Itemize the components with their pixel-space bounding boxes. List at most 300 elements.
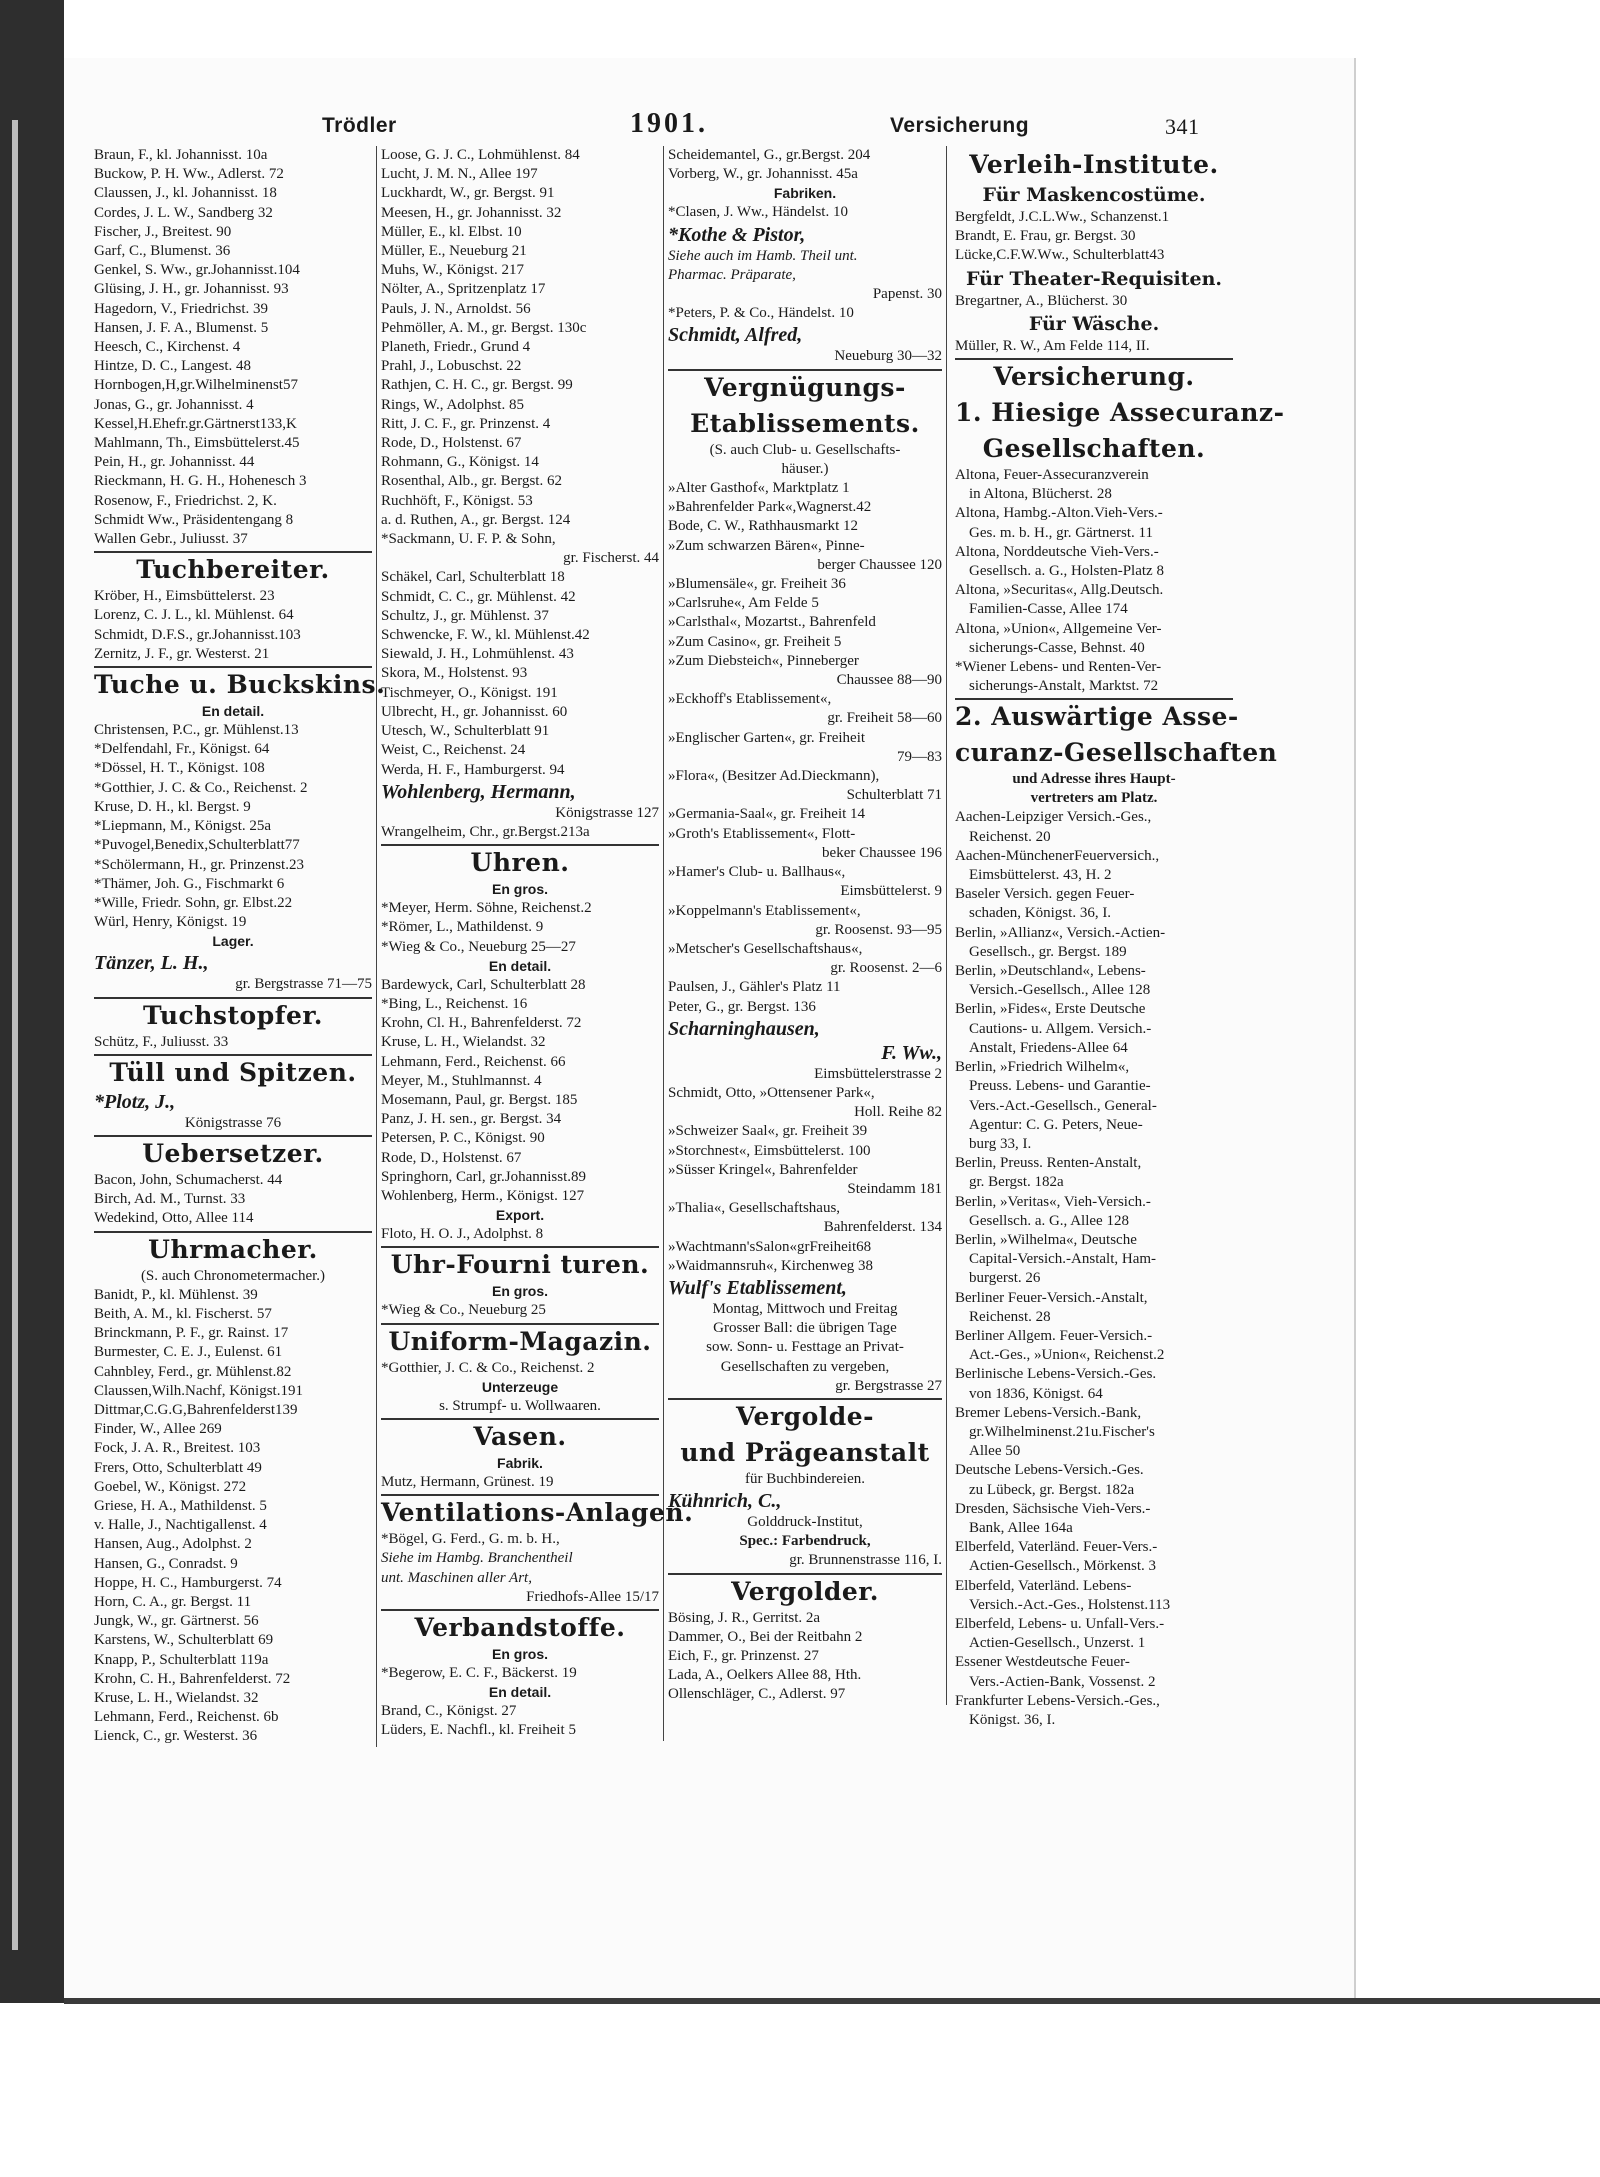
centered-note: Golddruck-Institut, — [747, 1514, 863, 1531]
directory-entry: Hansen, J. F. A., Blumenst. 5 — [94, 319, 269, 336]
section-heading: 1. Hiesige Assecuranz- — [955, 398, 1285, 428]
category-label: En gros. — [491, 1645, 548, 1662]
directory-entry: Müller, E., kl. Elbst. 10 — [381, 223, 522, 240]
directory-entry: Petersen, P. C., Königst. 90 — [381, 1130, 545, 1147]
directory-entry: Schmidt Ww., Präsidentengang 8 — [94, 511, 294, 528]
featured-entry: *Plotz, J., — [94, 1090, 176, 1113]
entry-continuation: Königst. 36, I. — [969, 1712, 1056, 1728]
directory-entry: Rohmann, G., Königst. 14 — [381, 454, 539, 471]
section-heading: Ventilations-Anlagen. — [381, 1494, 659, 1530]
directory-entry: Hintze, D. C., Langest. 48 — [94, 358, 252, 375]
section-heading: Etablissements. — [690, 408, 920, 438]
directory-entry: Hoppe, H. C., Hamburgerst. 74 — [94, 1574, 282, 1591]
section-heading: Vergolder. — [668, 1573, 942, 1609]
subsection-heading: Für Maskencostüme. — [982, 184, 1206, 206]
directory-entry: *Wieg & Co., Neueburg 25 — [381, 1302, 546, 1319]
directory-entry: Schmidt, Otto, »Ottensener Park«, — [668, 1084, 875, 1101]
directory-entry: Zernitz, J. F., gr. Westerst. 21 — [94, 645, 270, 662]
directory-entry: Ritt, J. C. F., gr. Prinzenst. 4 — [381, 415, 551, 432]
directory-entry: Scheidemantel, G., gr.Bergst. 204 — [668, 147, 871, 163]
directory-entry: *Wiener Lebens- und Renten-Ver- — [955, 659, 1162, 676]
directory-entry: *Sackmann, U. F. P. & Sohn, — [381, 531, 556, 548]
directory-entry: Heesch, C., Kirchenst. 4 — [94, 339, 241, 356]
directory-entry: Muhs, W., Königst. 217 — [381, 262, 524, 279]
directory-entry: Bergfeldt, J.C.L.Ww., Schanzenst.1 — [955, 209, 1170, 225]
directory-entry: Schmidt, D.F.S., gr.Johannisst.103 — [94, 626, 301, 643]
category-label: Fabrik. — [497, 1454, 543, 1471]
directory-entry: Werda, H. F., Hamburgerst. 94 — [381, 761, 565, 778]
directory-entry: Altona, »Union«, Allgemeine Ver- — [955, 620, 1162, 637]
directory-entry: Schütz, F., Juliusst. 33 — [94, 1033, 229, 1050]
entry-continuation: gr. Bergstrasse 71—75 — [235, 976, 372, 993]
directory-entry: *Begerow, E. C. F., Bäckerst. 19 — [381, 1664, 577, 1681]
entry-continuation: Allee 50 — [969, 1443, 1021, 1460]
category-label: Lager. — [212, 933, 254, 950]
directory-entry: Lucht, J. M. N., Allee 197 — [381, 166, 538, 183]
directory-entry: »Storchnest«, Eimsbüttelerst. 100 — [668, 1142, 871, 1159]
directory-entry: Birch, Ad. M., Turnst. 33 — [94, 1191, 246, 1208]
directory-entry: Skora, M., Holstenst. 93 — [381, 665, 528, 682]
section-heading: Gesellschaften. — [982, 434, 1206, 464]
entry-continuation: Eimsbüttelerst. 9 — [840, 883, 942, 900]
subsection-heading: Für Theater-Requisiten. — [965, 267, 1223, 290]
featured-entry: Kühnrich, C., — [668, 1490, 782, 1513]
section-heading: Tuchstopfer. — [94, 997, 372, 1033]
directory-entry: Griese, H. A., Mathildenst. 5 — [94, 1497, 267, 1514]
directory-entry: Claussen, J., kl. Johannisst. 18 — [94, 185, 277, 202]
directory-entry: Braun, F., kl. Johannisst. 10a — [94, 147, 268, 163]
centered-note: Grosser Ball: die übrigen Tage — [713, 1320, 897, 1337]
directory-entry: Floto, H. O. J., Adolphst. 8 — [381, 1226, 544, 1243]
directory-entry: Altona, Hambg.-Alton.Vieh-Vers.- — [955, 505, 1163, 522]
directory-entry: Lüders, E. Nachfl., kl. Freiheit 5 — [381, 1722, 576, 1739]
entry-continuation: Anstalt, Friedens-Allee 64 — [969, 1039, 1128, 1056]
directory-entry: »Koppelmann's Etablissement«, — [668, 902, 861, 919]
directory-entry: Deutsche Lebens-Versich.-Ges. — [955, 1462, 1144, 1479]
entry-continuation: von 1836, Königst. 64 — [969, 1385, 1103, 1402]
entry-continuation: beker Chaussee 196 — [822, 844, 942, 861]
entry-continuation: Preuss. Lebens- und Garantie- — [969, 1078, 1151, 1095]
directory-entry: Wallen Gebr., Juliusst. 37 — [94, 531, 248, 548]
directory-entry: Ruchhöft, F., Königst. 53 — [381, 492, 533, 509]
directory-entry: *Schölermann, H., gr. Prinzenst.23 — [94, 856, 304, 873]
italic-note: Siehe auch im Hamb. Theil unt. — [668, 247, 858, 264]
directory-entry: Pein, H., gr. Johannisst. 44 — [94, 454, 255, 471]
entry-continuation: Vers.-Act.-Gesellsch., General- — [969, 1097, 1157, 1114]
section-heading: curanz-Gesellschaften — [955, 738, 1278, 768]
directory-entry: Siewald, J. H., Lohmühlenst. 43 — [381, 646, 574, 663]
directory-entry: v. Halle, J., Nachtigallenst. 4 — [94, 1517, 267, 1534]
directory-entry: Fischer, J., Breitest. 90 — [94, 223, 232, 240]
directory-entry: »Groth's Etablissement«, Flott- — [668, 825, 856, 842]
directory-entry: Berliner Feuer-Versich.-Anstalt, — [955, 1289, 1148, 1306]
directory-entry: Elberfeld, Lebens- u. Unfall-Vers.- — [955, 1615, 1165, 1632]
running-head-left: Trödler — [322, 114, 397, 137]
directory-entry: Bregartner, A., Blücherst. 30 — [955, 292, 1128, 309]
directory-entry: Berlin, »Allianz«, Versich.-Actien- — [955, 924, 1166, 941]
entry-continuation: Gesellsch. a. G., Allee 128 — [969, 1212, 1129, 1229]
directory-entry: Bacon, John, Schumacherst. 44 — [94, 1171, 283, 1188]
directory-entry: Schmidt, C. C., gr. Mühlenst. 42 — [381, 588, 576, 605]
entry-continuation: gr. Bergst. 182a — [969, 1174, 1064, 1191]
section-heading: Verbandstoffe. — [381, 1609, 659, 1645]
entry-continuation: Chaussee 88—90 — [836, 672, 942, 689]
directory-entry: Berlin, »Friedrich Wilhelm«, — [955, 1059, 1130, 1076]
category-label: En gros. — [491, 1283, 548, 1300]
directory-entry: Garf, C., Blumenst. 36 — [94, 243, 231, 260]
directory-entry: Krohn, Cl. H., Bahrenfelderst. 72 — [381, 1015, 582, 1032]
directory-entry: Pehmöller, A. M., gr. Bergst. 130c — [381, 319, 587, 336]
directory-entry: Brand, C., Königst. 27 — [381, 1703, 517, 1720]
directory-entry: Glüsing, J. H., gr. Johannisst. 93 — [94, 281, 289, 298]
section-heading: 2. Auswärtige Asse- — [955, 698, 1233, 734]
category-label: En gros. — [491, 881, 548, 898]
directory-entry: »Zum Diebsteich«, Pinneberger — [668, 652, 859, 669]
directory-entry: Kruse, L. H., Wielandst. 32 — [381, 1034, 546, 1051]
directory-entry: Dresden, Sächsische Vieh-Vers.- — [955, 1500, 1151, 1517]
entry-continuation: Bahrenfelderst. 134 — [823, 1219, 942, 1236]
directory-entry: »Metscher's Gesellschaftshaus«, — [668, 940, 863, 957]
entry-continuation: Agentur: C. G. Peters, Neue- — [969, 1116, 1143, 1133]
directory-entry: Altona, »Securitas«, Allg.Deutsch. — [955, 582, 1164, 599]
directory-entry: Horn, C. A., gr. Bergst. 11 — [94, 1593, 252, 1610]
directory-entry: Rode, D., Holstenst. 67 — [381, 435, 522, 452]
directory-entry: Utesch, W., Schulterblatt 91 — [381, 723, 550, 740]
directory-entry: »Carlsruhe«, Am Felde 5 — [668, 595, 819, 612]
entry-continuation: Eimsbüttelerstrasse 2 — [814, 1065, 942, 1082]
directory-entry: Ollenschläger, C., Adlerst. 97 — [668, 1686, 846, 1703]
scan-bottom-margin — [0, 2004, 1600, 2177]
directory-entry: »Bahrenfelder Park«,Wagnerst.42 — [668, 499, 872, 516]
directory-entry: Berliner Allgem. Feuer-Versich.- — [955, 1327, 1153, 1344]
directory-entry: »Germania-Saal«, gr. Freiheit 14 — [668, 806, 866, 823]
category-label: Export. — [495, 1207, 545, 1224]
entry-continuation: gr. Roosenst. 2—6 — [830, 960, 942, 977]
entry-continuation: Steindamm 181 — [847, 1180, 942, 1197]
directory-entry: Lada, A., Oelkers Allee 88, Hth. — [668, 1667, 862, 1684]
entry-continuation: schaden, Königst. 36, I. — [969, 905, 1112, 922]
directory-entry: Ulbrecht, H., gr. Johannisst. 60 — [381, 703, 568, 720]
section-heading: Tüll und Spitzen. — [94, 1054, 372, 1090]
featured-entry: F. Ww., — [881, 1041, 942, 1064]
section-heading: Tuchbereiter. — [94, 551, 372, 587]
directory-entry: Meyer, M., Stuhlmannst. 4 — [381, 1072, 542, 1089]
directory-entry: »Waidmannsruh«, Kirchenweg 38 — [668, 1257, 873, 1274]
directory-entry: Schwencke, F. W., kl. Mühlenst.42 — [381, 627, 590, 644]
directory-entry: Goebel, W., Königst. 272 — [94, 1478, 247, 1495]
directory-entry: Dittmar,C.G.G,Bahrenfelderst139 — [94, 1401, 298, 1418]
directory-entry: Hansen, Aug., Adolphst. 2 — [94, 1536, 252, 1553]
column-1 — [94, 146, 386, 1747]
entry-continuation: Reichenst. 28 — [969, 1308, 1051, 1325]
directory-entry: Genkel, S. Ww., gr.Johannisst.104 — [94, 262, 300, 279]
entry-continuation: Actien-Gesellsch., Unzerst. 1 — [969, 1635, 1146, 1652]
directory-entry: »Eckhoff's Etablissement«, — [668, 691, 832, 708]
directory-entry: Nölter, A., Spritzenplatz 17 — [381, 281, 546, 298]
directory-entry: Bode, C. W., Rathhausmarkt 12 — [668, 518, 858, 535]
directory-entry: Lehmann, Ferd., Reichenst. 6b — [94, 1709, 279, 1726]
entry-continuation: Königstrasse 127 — [555, 804, 659, 821]
directory-entry: Lorenz, C. J. L., kl. Mühlenst. 64 — [94, 607, 294, 624]
directory-entry: Meesen, H., gr. Johannisst. 32 — [381, 204, 562, 221]
directory-entry: *Bing, L., Reichenst. 16 — [381, 995, 528, 1012]
entry-continuation: berger Chaussee 120 — [817, 556, 942, 573]
entry-continuation: Papenst. 30 — [872, 286, 942, 303]
directory-entry: Jungk, W., gr. Gärtnerst. 56 — [94, 1613, 259, 1630]
directory-entry: »Süsser Kringel«, Bahrenfelder — [668, 1161, 858, 1178]
directory-entry: Lehmann, Ferd., Reichenst. 66 — [381, 1053, 566, 1070]
directory-entry: Cordes, J. L. W., Sandberg 32 — [94, 204, 273, 221]
directory-entry: »Hamer's Club- u. Ballhaus«, — [668, 864, 846, 881]
entry-continuation: zu Lübeck, gr. Bergst. 182a — [969, 1481, 1135, 1498]
section-heading: Uebersetzer. — [94, 1135, 372, 1171]
directory-entry: Frers, Otto, Schulterblatt 49 — [94, 1459, 262, 1476]
directory-entry: Altona, Norddeutsche Vieh-Vers.- — [955, 543, 1159, 560]
section-heading: Uniform-Magazin. — [381, 1323, 659, 1359]
entry-continuation: gr.Wilhelminenst.21u.Fischer's — [969, 1423, 1155, 1440]
centered-note: (S. auch Chronometermacher.) — [140, 1267, 326, 1284]
section-heading: Tuche u. Buckskins. — [94, 666, 372, 702]
featured-entry: Tänzer, L. H., — [94, 952, 209, 975]
directory-entry: Planeth, Friedr., Grund 4 — [381, 339, 531, 356]
entry-continuation: gr. Freiheit 58—60 — [827, 710, 942, 727]
entry-continuation: Act.-Ges., »Union«, Reichenst.2 — [969, 1347, 1165, 1364]
section-heading: Vergnügungs- — [668, 369, 942, 405]
column-3 — [668, 146, 947, 1705]
directory-entry: »Thalia«, Gesellschaftshaus, — [668, 1200, 841, 1217]
directory-entry: Karstens, W., Schulterblatt 69 — [94, 1632, 274, 1649]
directory-entry: Rosenow, F., Friedrichst. 2, K. — [94, 492, 277, 509]
directory-entry: Aachen-Leipziger Versich.-Ges., — [955, 809, 1152, 826]
directory-entry: Beith, A. M., kl. Fischerst. 57 — [94, 1305, 272, 1322]
entry-continuation: gr. Fischerst. 44 — [563, 550, 659, 567]
entry-continuation: Gesellsch. a. G., Holsten-Platz 8 — [969, 563, 1164, 580]
featured-entry: Wohlenberg, Hermann, — [381, 780, 576, 803]
directory-entry: *Puvogel,Benedix,Schulterblatt77 — [94, 837, 300, 854]
directory-entry: »Zum Casino«, gr. Freiheit 5 — [668, 633, 842, 650]
section-heading: und Prägeanstalt — [680, 1437, 930, 1467]
directory-entry: Bardewyck, Carl, Schulterblatt 28 — [381, 976, 586, 993]
centered-note: sow. Sonn- u. Festtage an Privat- — [706, 1339, 904, 1356]
entry-continuation: Eimsbüttelerst. 43, H. 2 — [969, 867, 1112, 884]
directory-entry: Mutz, Hermann, Grünest. 19 — [381, 1473, 554, 1490]
directory-entry: *Peters, P. & Co., Händelst. 10 — [668, 305, 854, 322]
entry-continuation: Vers.-Actien-Bank, Vossenst. 2 — [969, 1673, 1156, 1690]
directory-entry: Eich, F., gr. Prinzenst. 27 — [668, 1647, 819, 1664]
category-label: Spec.: Farbendruck, — [739, 1533, 871, 1550]
category-label: En detail. — [488, 957, 552, 974]
entry-continuation: Familien-Casse, Allee 174 — [969, 601, 1128, 618]
directory-entry: Frankfurter Lebens-Versich.-Ges., — [955, 1692, 1160, 1709]
directory-entry: Elberfeld, Vaterländ. Lebens- — [955, 1577, 1132, 1594]
directory-entry: Berlin, Preuss. Renten-Anstalt, — [955, 1155, 1142, 1172]
directory-entry: Fock, J. A. R., Breitest. 103 — [94, 1440, 261, 1457]
directory-entry: »Englischer Garten«, gr. Freiheit — [668, 729, 866, 746]
directory-entry: Krohn, C. H., Bahrenfelderst. 72 — [94, 1670, 291, 1687]
directory-entry: Baseler Versich. gegen Feuer- — [955, 886, 1135, 903]
directory-entry: Christensen, P.C., gr. Mühlenst.13 — [94, 722, 299, 739]
directory-entry: *Gotthier, J. C. & Co., Reichenst. 2 — [381, 1359, 595, 1376]
centered-note: Montag, Mittwoch und Freitag — [712, 1300, 898, 1317]
directory-entry: Wedekind, Otto, Allee 114 — [94, 1210, 254, 1227]
directory-entry: Hagedorn, V., Friedrichst. 39 — [94, 300, 269, 317]
directory-entry: Wohlenberg, Herm., Königst. 127 — [381, 1187, 585, 1204]
directory-entry: Hansen, G., Conradst. 9 — [94, 1555, 238, 1572]
directory-entry: *Clasen, J. Ww., Händelst. 10 — [668, 204, 848, 221]
directory-entry: Springhorn, Carl, gr.Johannisst.89 — [381, 1168, 586, 1185]
category-label: Unterzeuge — [481, 1378, 559, 1395]
entry-continuation: Versich.-Gesellsch., Allee 128 — [969, 982, 1151, 999]
directory-entry: Lienck, C., gr. Westerst. 36 — [94, 1728, 258, 1745]
directory-entry: Hornbogen,H,gr.Wilhelminenst57 — [94, 377, 298, 394]
directory-entry: Rings, W., Adolphst. 85 — [381, 396, 524, 413]
directory-entry: Brandt, E. Frau, gr. Bergst. 30 — [955, 228, 1136, 245]
entry-continuation: sicherungs-Casse, Behnst. 40 — [969, 639, 1145, 656]
directory-entry: Würl, Henry, Königst. 19 — [94, 914, 247, 931]
entry-continuation: burg 33, I. — [969, 1135, 1032, 1152]
directory-entry: Luckhardt, W., gr. Bergst. 91 — [381, 185, 555, 202]
directory-entry: Kruse, D. H., kl. Bergst. 9 — [94, 798, 251, 815]
running-head-right: Versicherung — [890, 114, 1030, 137]
directory-entry: Weist, C., Reichenst. 24 — [381, 742, 526, 759]
entry-continuation: Cautions- u. Allgem. Versich.- — [969, 1020, 1152, 1037]
directory-entry: Finder, W., Allee 269 — [94, 1421, 222, 1438]
directory-entry: Kruse, L. H., Wielandst. 32 — [94, 1690, 259, 1706]
directory-entry: Banidt, P., kl. Mühlenst. 39 — [94, 1286, 258, 1303]
directory-entry: Aachen-MünchenerFeuerversich., — [955, 847, 1160, 864]
directory-entry: Schultz, J., gr. Mühlenst. 37 — [381, 607, 549, 624]
directory-entry: Mahlmann, Th., Eimsbüttelerst.45 — [94, 435, 300, 452]
directory-entry: Berlin, »Wilhelma«, Deutsche — [955, 1231, 1137, 1248]
entry-continuation: Reichenst. 20 — [969, 828, 1051, 845]
entry-continuation: gr. Brunnenstrasse 116, I. — [789, 1552, 942, 1569]
directory-entry: Dammer, O., Bei der Reitbahn 2 — [668, 1628, 863, 1645]
directory-entry: *Delfendahl, Fr., Königst. 64 — [94, 741, 270, 758]
entry-continuation: sicherungs-Anstalt, Marktst. 72 — [969, 678, 1159, 695]
directory-entry: Elberfeld, Vaterländ. Feuer-Vers.- — [955, 1539, 1158, 1556]
directory-entry: Schäkel, Carl, Schulterblatt 18 — [381, 569, 565, 586]
entry-continuation: Schulterblatt 71 — [846, 787, 942, 804]
directory-entry: *Thämer, Joh. G., Fischmarkt 6 — [94, 875, 285, 892]
entry-continuation: Capital-Versich.-Anstalt, Ham- — [969, 1251, 1157, 1268]
directory-entry: Rieckmann, H. G. H., Hohenesch 3 — [94, 473, 307, 490]
italic-note: Pharmac. Präparate, — [668, 266, 796, 283]
subsection-heading: Für Wäsche. — [1028, 312, 1160, 335]
section-heading: Vergolde- — [668, 1398, 942, 1434]
featured-entry: Wulf's Etablissement, — [668, 1276, 847, 1299]
centered-note: s. Strumpf- u. Wollwaaren. — [439, 1397, 601, 1414]
directory-entry: Paulsen, J., Gähler's Platz 11 — [668, 979, 841, 996]
directory-entry: »Blumensäle«, gr. Freiheit 36 — [668, 576, 846, 593]
section-heading: Uhren. — [381, 844, 659, 880]
directory-entry: Berlin, »Veritas«, Vieh-Versich.- — [955, 1193, 1151, 1210]
directory-entry: Bremer Lebens-Versich.-Bank, — [955, 1404, 1142, 1421]
directory-entry: »Alter Gasthof«, Marktplatz 1 — [668, 480, 850, 497]
column-2 — [381, 146, 694, 1741]
section-heading: Verleih-Institute. — [969, 150, 1219, 179]
directory-entry: »Carlsthal«, Mozartst., Bahrenfeld — [668, 614, 876, 631]
directory-entry: Kessel,H.Ehefr.gr.Gärtnerst133,K — [94, 415, 297, 432]
directory-entry: *Liepmann, M., Königst. 25a — [94, 818, 272, 835]
directory-entry: Panz, J. H. sen., gr. Bergst. 34 — [381, 1111, 562, 1128]
directory-entry: *Meyer, Herm. Söhne, Reichenst.2 — [381, 900, 592, 917]
directory-entry: Rode, D., Holstenst. 67 — [381, 1149, 522, 1166]
scan-border-left — [0, 0, 64, 2003]
directory-entry: *Bögel, G. Ferd., G. m. b. H., — [381, 1531, 560, 1548]
directory-entry: Müller, E., Neueburg 21 — [381, 243, 527, 260]
directory-entry: Berlin, »Fides«, Erste Deutsche — [955, 1001, 1146, 1018]
directory-entry: Pauls, J. N., Arnoldst. 56 — [381, 300, 531, 317]
entry-continuation: Neueburg 30—32 — [834, 348, 942, 365]
directory-entry: *Wille, Friedr. Sohn, gr. Elbst.22 — [94, 894, 293, 911]
directory-entry: Loose, G. J. C., Lohmühlenst. 84 — [381, 147, 580, 163]
category-label: Fabriken. — [773, 185, 837, 202]
centered-note: Königstrasse 76 — [184, 1114, 282, 1131]
entry-continuation: Friedhofs-Allee 15/17 — [526, 1588, 659, 1605]
scan-border-highlight — [12, 120, 18, 1950]
featured-entry: *Kothe & Pistor, — [668, 223, 806, 246]
centered-note: häuser.) — [781, 460, 829, 477]
entry-continuation: Actien-Gesellsch., Mörkenst. 3 — [969, 1558, 1157, 1575]
entry-continuation: in Altona, Blücherst. 28 — [969, 486, 1112, 503]
entry-continuation: Gesellsch., gr. Bergst. 189 — [969, 943, 1127, 960]
directory-entry: Tischmeyer, O., Königst. 191 — [381, 684, 558, 701]
directory-entry: Essener Westdeutsche Feuer- — [955, 1654, 1130, 1671]
centered-note: (S. auch Club- u. Gesellschafts- — [709, 441, 901, 458]
entry-continuation: 79—83 — [897, 748, 942, 765]
directory-entry: *Dössel, H. T., Königst. 108 — [94, 760, 265, 777]
entry-continuation: Versich.-Act.-Ges., Holstenst.113 — [969, 1596, 1171, 1613]
section-heading: Vasen. — [381, 1418, 659, 1454]
entry-continuation: Holl. Reihe 82 — [854, 1104, 942, 1121]
directory-entry: »Flora«, (Besitzer Ad.Dieckmann), — [668, 768, 880, 785]
directory-entry: Bösing, J. R., Gerritst. 2a — [668, 1609, 821, 1626]
directory-entry: »Wachtmann'sSalon«grFreiheit68 — [668, 1238, 872, 1255]
directory-entry: Berlinische Lebens-Versich.-Ges. — [955, 1366, 1157, 1383]
entry-continuation: Bank, Allee 164a — [969, 1519, 1073, 1536]
featured-entry: Scharninghausen, — [668, 1017, 820, 1040]
directory-entry: Cahnbley, Ferd., gr. Mühlenst.82 — [94, 1363, 292, 1380]
directory-entry: Rosenthal, Alb., gr. Bergst. 62 — [381, 473, 562, 490]
entry-continuation: gr. Bergstrasse 27 — [835, 1377, 942, 1394]
italic-note: unt. Maschinen aller Art, — [381, 1569, 532, 1586]
entry-continuation: Ges. m. b. H., gr. Gärtnerst. 11 — [969, 524, 1153, 541]
entry-continuation: burgerst. 26 — [969, 1270, 1041, 1287]
directory-entry: Berlin, »Deutschland«, Lebens- — [955, 963, 1146, 980]
section-heading: Uhrmacher. — [94, 1231, 372, 1267]
category-label: vertreters am Platz. — [1030, 790, 1158, 807]
directory-entry: Claussen,Wilh.Nachf, Königst.191 — [94, 1382, 303, 1399]
italic-note: Siehe im Hambg. Branchentheil — [381, 1550, 573, 1567]
category-label: und Adresse ihres Haupt- — [1012, 771, 1176, 788]
centered-note: Gesellschaften zu vergeben, — [720, 1358, 890, 1375]
directory-entry: Brinckmann, P. F., gr. Rainst. 17 — [94, 1325, 289, 1342]
directory-entry: Burmester, C. E. J., Eulenst. 61 — [94, 1344, 283, 1361]
featured-entry: Schmidt, Alfred, — [668, 324, 803, 347]
centered-note: für Buchbindereien. — [745, 1470, 865, 1487]
directory-entry: »Schweizer Saal«, gr. Freiheit 39 — [668, 1123, 868, 1140]
entry-continuation: gr. Roosenst. 93—95 — [815, 921, 942, 938]
section-heading: Versicherung. — [955, 358, 1233, 394]
directory-entry: a. d. Ruthen, A., gr. Bergst. 124 — [381, 511, 571, 528]
directory-entry: Kröber, H., Eimsbüttelerst. 23 — [94, 588, 275, 605]
directory-entry: Lücke,C.F.W.Ww., Schulterblatt43 — [955, 247, 1165, 264]
directory-entry: »Zum schwarzen Bären«, Pinne- — [668, 537, 865, 554]
directory-entry: Knapp, P., Schulterblatt 119a — [94, 1651, 269, 1668]
section-heading: Uhr-Fourni turen. — [381, 1246, 659, 1282]
directory-entry: *Wieg & Co., Neueburg 25—27 — [381, 938, 576, 955]
page-number: 341 — [1165, 114, 1200, 139]
